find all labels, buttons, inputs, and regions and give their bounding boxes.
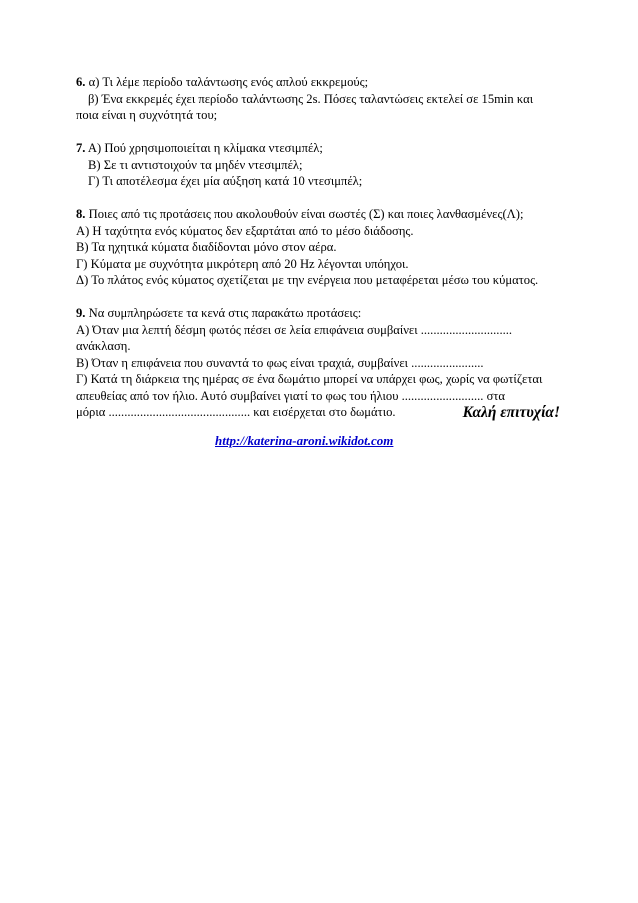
- fill-in-text: Β) Όταν η επιφάνεια που συναντά το φως είναι τραχιά, συμβαίνει .......................: [76, 355, 484, 370]
- fill-in-text: Α) Όταν μια λεπτή δέσμη φωτός πέσει σε λεία επιφάνεια συμβαίνει .............................: [76, 322, 513, 337]
- question-text: Α) Πού χρησιμοποιείται η κλίμακα ντεσιμπέλ;: [87, 141, 323, 155]
- fill-in-text: ανάκλαση.: [76, 339, 131, 353]
- question-number: 6.: [76, 75, 86, 89]
- question-text: Γ) Τι αποτέλεσμα έχει μία αύξηση κατά 10 ντεσιμπέλ;: [88, 174, 363, 188]
- closing-wishes: Καλή επιτυχία!: [462, 404, 560, 421]
- question-text: ποια είναι η συχνότητά του;: [76, 108, 218, 122]
- question-text: α) Τι λέμε περίοδο ταλάντωσης ενός απλού εκκρεμούς;: [88, 75, 369, 89]
- website-link[interactable]: http://katerina-aroni.wikidot.com: [215, 433, 394, 448]
- fill-in-text: μόρια ............................................. και εισέρχεται στο δωμάτιο.: [76, 405, 396, 419]
- question-number: 8.: [76, 207, 86, 221]
- question-6: [76, 74, 566, 124]
- statement-text: Γ) Κύματα με συχνότητα μικρότερη από 20 Hz λέγονται υπόηχοι.: [76, 256, 409, 271]
- question-text: Β) Σε τι αντιστοιχούν τα μηδέν ντεσιμπέλ;: [88, 157, 303, 172]
- question-7: [76, 140, 566, 190]
- question-list: [76, 74, 566, 437]
- statement-text: Α) Η ταχύτητα ενός κύματος δεν εξαρτάται από το μέσο διάδοσης.: [76, 223, 414, 238]
- statement-text: Β) Τα ηχητικά κύματα διαδίδονται μόνο στον αέρα.: [76, 240, 337, 254]
- question-text: Ποιες από τις προτάσεις που ακολουθούν είναι σωστές (Σ) και ποιες λανθασμένες(Λ);: [88, 207, 524, 221]
- statement-text: Δ) Το πλάτος ενός κύματος σχετίζεται με την ενέργεια που μεταφέρεται μέσω του κύματος.: [76, 273, 539, 287]
- question-text: β) Ένα εκκρεμές έχει περίοδο ταλάντωσης 2s. Πόσες ταλαντώσεις εκτελεί σε 15min και: [88, 91, 534, 106]
- fill-in-text: απευθείας από τον ήλιο. Αυτό συμβαίνει γιατί το φως του ήλιου .......................... στα: [76, 388, 506, 403]
- fill-in-text: Γ) Κατά τη διάρκεια της ημέρας σε ένα δωμάτιο μπορεί να υπάρχει φως, χωρίς να φωτίζεται: [76, 372, 543, 386]
- question-text: Να συμπληρώσετε τα κενά στις παρακάτω προτάσεις:: [88, 306, 362, 320]
- question-8: [76, 206, 566, 289]
- question-number: 9.: [76, 306, 86, 320]
- question-number: 7.: [76, 141, 86, 155]
